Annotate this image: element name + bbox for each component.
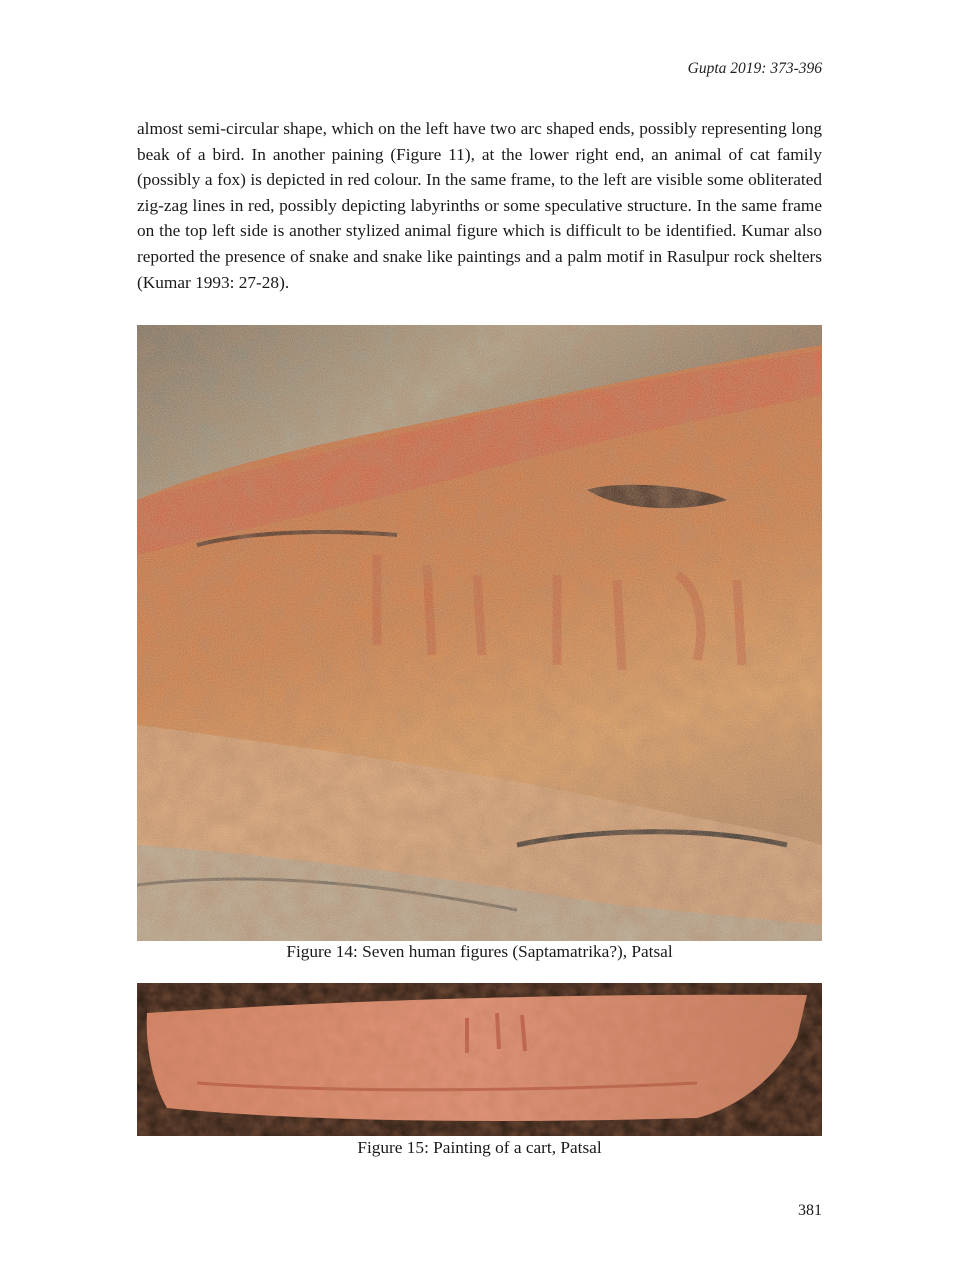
figure-14-photo [137, 325, 822, 941]
figure-14-caption: Figure 14: Seven human figures (Saptamatrika?), Patsal [286, 942, 673, 961]
running-header: Gupta 2019: 373-396 [687, 60, 822, 77]
body-paragraph: almost semi-circular shape, which on the left have two arc shaped ends, possibly representing long beak of a bird. In another paining (Figure 11), at the lower right end, an animal of cat family (possibly a fox) is depicted in red colour. In the same frame, to the left are visible some obliterated zig-zag lines in red, possibly depicting labyrinths or some speculative structure. In the same frame on the top left side is another stylized animal figure which is difficult to be identified. Kumar also reported the presence of snake and snake like paintings and a palm motif in Rasulpur rock shelters (Kumar 1993: 27-28). [137, 119, 822, 292]
figure-15-photo [137, 983, 822, 1136]
page-number: 381 [798, 1202, 822, 1219]
figure-15-caption: Figure 15: Painting of a cart, Patsal [357, 1138, 602, 1157]
